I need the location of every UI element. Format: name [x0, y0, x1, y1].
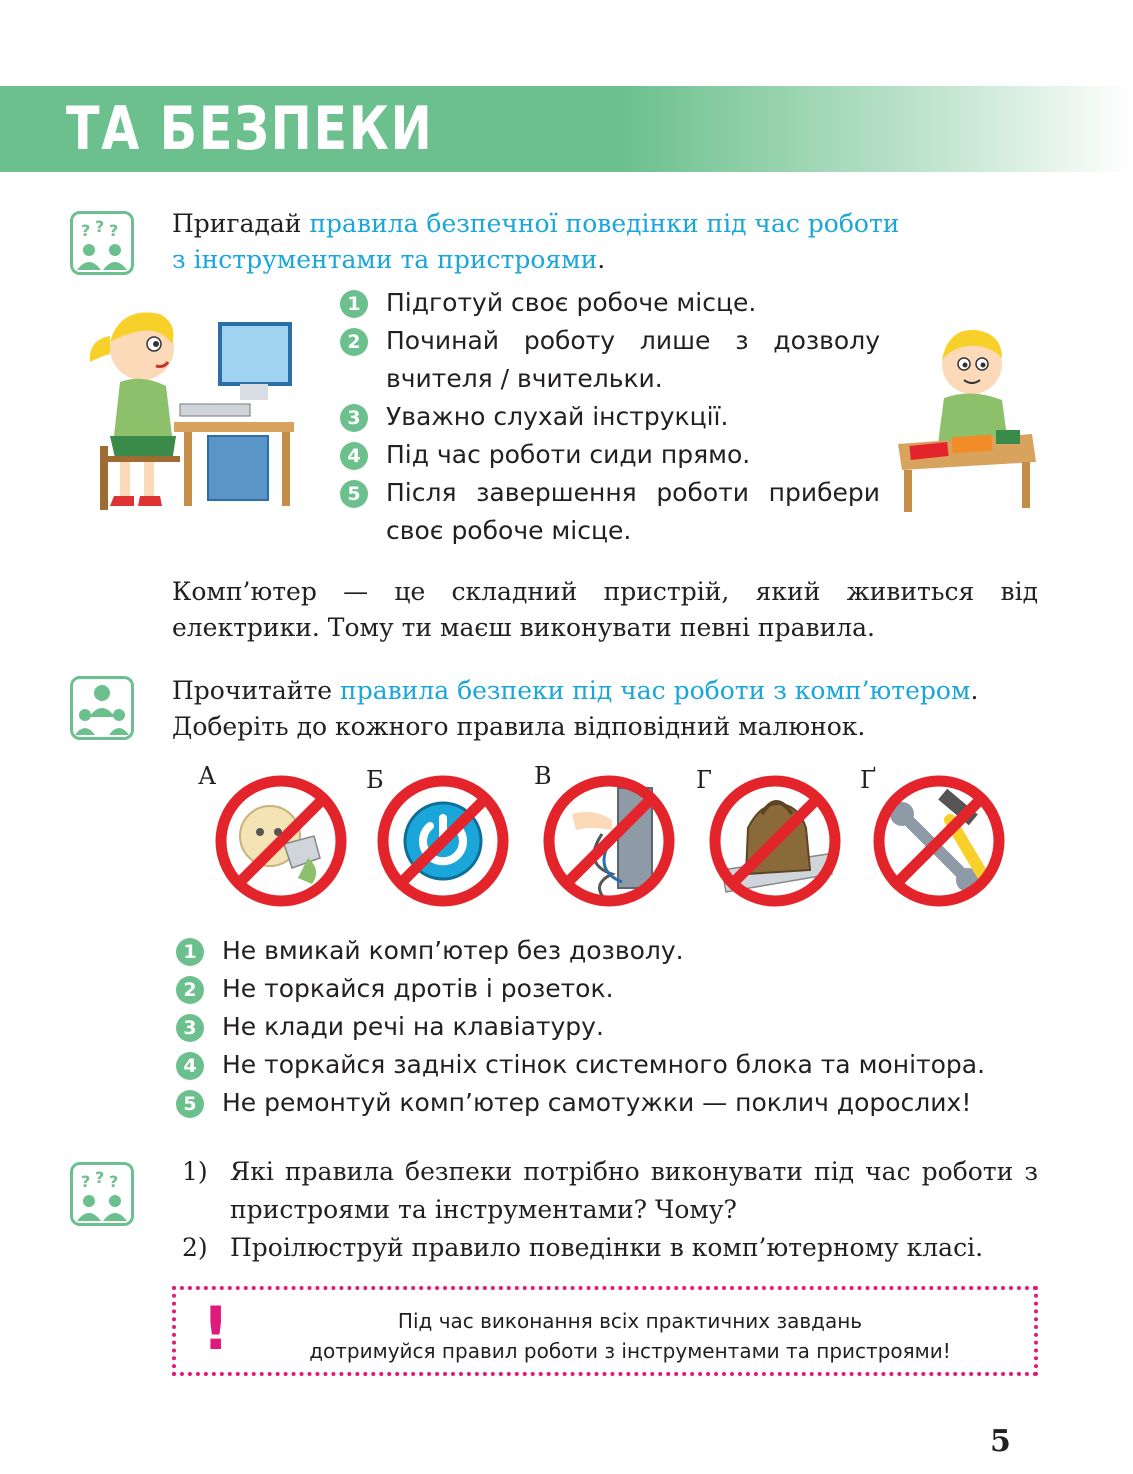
read-instruction [172, 673, 1038, 745]
computer-rules-list [176, 932, 1036, 1122]
number-badge: 3 [176, 1014, 204, 1042]
list-item [176, 1084, 1036, 1122]
recall-lead: Пригадай [172, 209, 302, 238]
svg-text:?: ? [81, 1172, 91, 1191]
recall-highlight-2: з інструментами та пристроями [172, 245, 598, 274]
list-item [176, 1046, 1036, 1084]
rule-text: Починай роботу лише з дозволу вчителя / вчительки. [386, 326, 880, 393]
number-badge: 3 [340, 404, 368, 432]
rule-text: Не торкайся задніх стінок системного блока та монітора. [222, 1050, 986, 1079]
list-item [176, 932, 1036, 970]
sign-label-a: А [198, 762, 217, 790]
exclamation-icon: ! [202, 1294, 230, 1364]
read-highlight: правила безпеки під час роботи з комп’ютером [340, 676, 971, 705]
power-button-icon [376, 774, 510, 908]
number-badge: 2 [340, 328, 368, 356]
number-badge: 2 [176, 976, 204, 1004]
number-badge: 5 [340, 480, 368, 508]
rule-text: Після завершення роботи прибери своє робоче місце. [386, 478, 880, 545]
svg-text:?: ? [95, 1168, 105, 1187]
question-text: Які правила безпеки потрібно виконувати під час роботи з пристроями та інструментами? Чому? [230, 1157, 1038, 1224]
sign-label-b: Б [366, 766, 384, 794]
list-item [340, 284, 880, 322]
page-number: 5 [990, 1424, 1011, 1459]
question-number: 2) [182, 1233, 208, 1262]
rule-text: Підготуй своє робоче місце. [386, 288, 757, 317]
question-text: Проілюструй правило поведінки в комп’ютерному класі. [230, 1233, 984, 1262]
list-item [182, 1229, 1038, 1267]
workspace-rules-list [340, 284, 880, 550]
list-item [182, 1153, 1038, 1229]
svg-text:?: ? [81, 221, 91, 240]
wrench-hammer-icon [872, 774, 1006, 908]
svg-text:?: ? [109, 1172, 119, 1191]
questions-list [182, 1153, 1038, 1267]
number-badge: 4 [340, 442, 368, 470]
recall-end: . [597, 245, 606, 274]
svg-text:?: ? [95, 217, 105, 236]
list-item [176, 970, 1036, 1008]
rule-text: Не клади речі на клавіатуру. [222, 1012, 604, 1041]
note-line-2: дотримуйся правил роботи з інструментами та пристроями! [309, 1339, 951, 1363]
plug-socket-icon [214, 774, 348, 908]
boy-at-desk-illustration [892, 316, 1038, 516]
note-line-1: Під час виконання всіх практичних завдань [397, 1309, 863, 1333]
list-item [340, 322, 880, 398]
note-text [236, 1306, 1024, 1366]
read-end: . [970, 676, 979, 705]
list-item [340, 436, 880, 474]
rule-text: Під час роботи сиди прямо. [386, 440, 751, 469]
bag-on-keyboard-icon [708, 774, 842, 908]
svg-text:?: ? [109, 221, 119, 240]
hand-wires-icon [542, 774, 676, 908]
think-pair-icon [70, 1162, 134, 1226]
list-item [340, 474, 880, 550]
computer-intro-text: Комп’ютер — це складний пристрій, який живиться від електрики. Тому ти маєш виконувати певні правила. [172, 577, 1038, 642]
sign-label-g: Ґ [860, 766, 877, 794]
sign-label-h: Г [696, 766, 712, 794]
note-box [172, 1286, 1038, 1376]
list-item [176, 1008, 1036, 1046]
rule-text: Не торкайся дротів і розеток. [222, 974, 614, 1003]
girl-at-computer-illustration [80, 296, 310, 516]
think-pair-icon [70, 211, 134, 275]
question-number: 1) [182, 1157, 208, 1186]
number-badge: 1 [340, 290, 368, 318]
list-item [340, 398, 880, 436]
page-title: ТА БЕЗПЕКИ [66, 94, 434, 164]
number-badge: 1 [176, 938, 204, 966]
number-badge: 5 [176, 1090, 204, 1118]
rule-text: Уважно слухай інструкції. [386, 402, 729, 431]
rule-text: Не вмикай комп’ютер без дозволу. [222, 936, 684, 965]
group-work-icon [70, 676, 134, 740]
rule-text: Не ремонтуй комп’ютер самотужки — поклич дорослих! [222, 1088, 972, 1117]
recall-instruction [172, 206, 1032, 278]
recall-highlight-1: правила безпечної поведінки під час роботи [309, 209, 900, 238]
read-lead: Прочитайте [172, 676, 333, 705]
read-line-2: Доберіть до кожного правила відповідний малюнок. [172, 712, 866, 741]
number-badge: 4 [176, 1052, 204, 1080]
sign-label-v: В [534, 762, 552, 790]
